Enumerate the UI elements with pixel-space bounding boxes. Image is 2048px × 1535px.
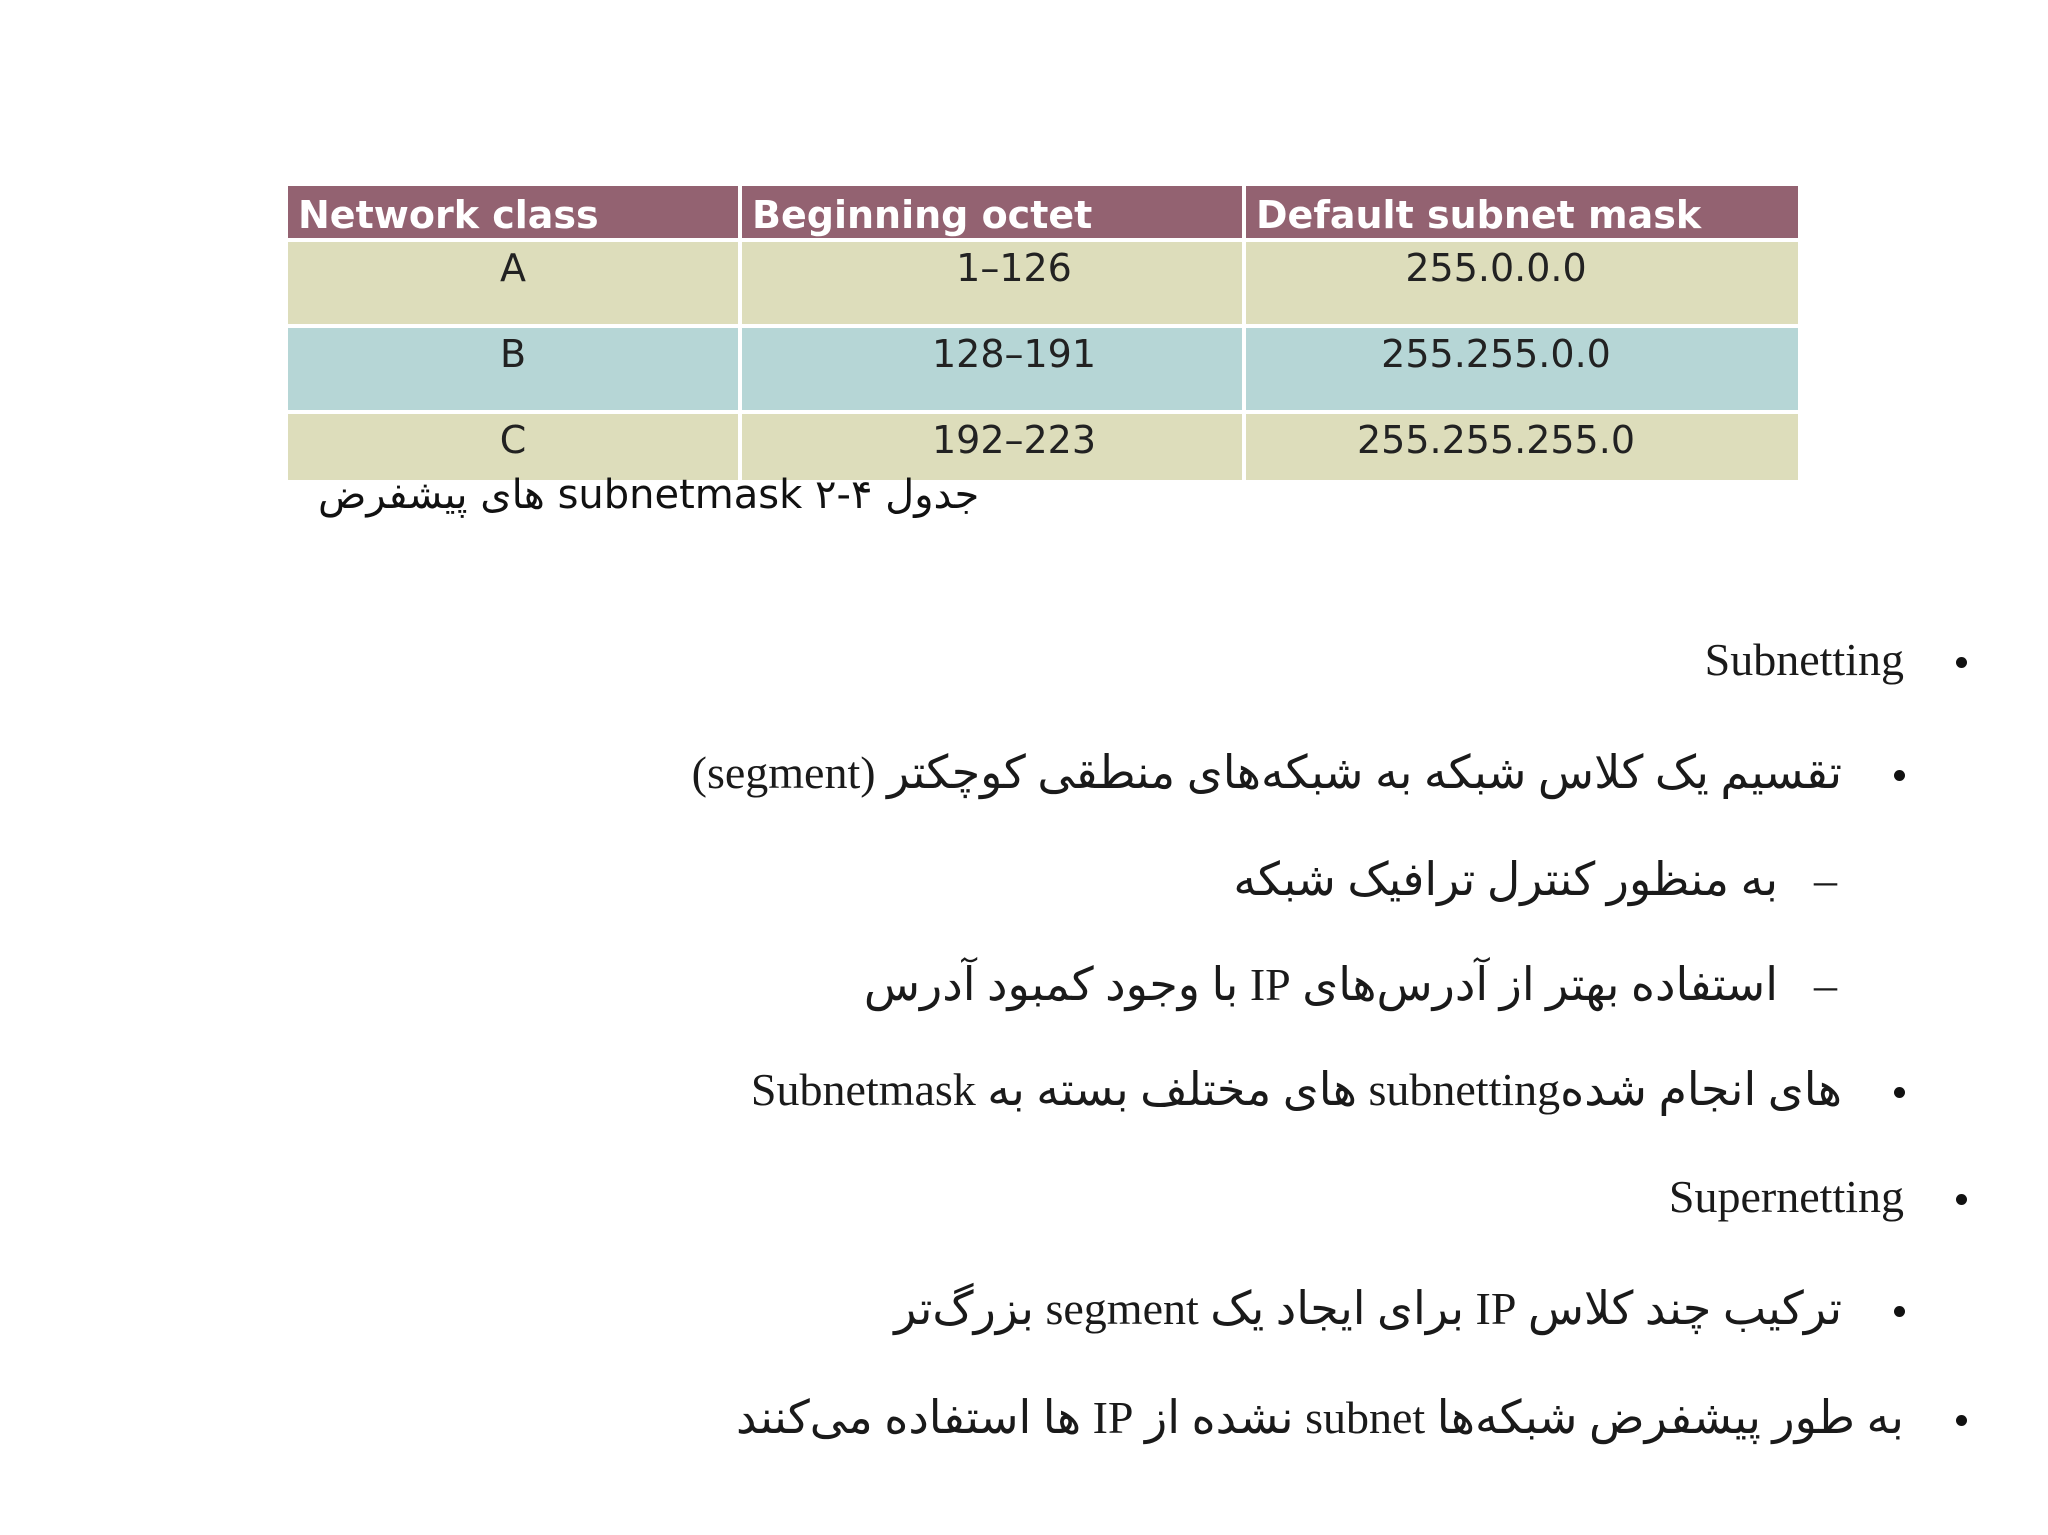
header-beginning-octet: Beginning octet (742, 186, 1242, 238)
table-row (288, 242, 1798, 324)
bullet-traffic-control: به منظور کنترل ترافیک شبکه (1233, 854, 1778, 905)
cell-class: B (288, 328, 738, 410)
header-default-subnet-mask: Default subnet mask (1246, 186, 1798, 238)
header-network-class: Network class (288, 186, 738, 238)
cell-mask: 255.255.0.0 (1246, 328, 1798, 410)
cell-octet: 128–191 (742, 328, 1242, 410)
bullet-ip-usage: استفاده بهتر از آدرس‌های IP با وجود کمبود آدرس (863, 959, 1778, 1010)
bullet-dot-icon (1956, 1194, 1967, 1205)
table-caption: جدول ۴-۲ subnetmask های پیشفرض (318, 472, 980, 518)
table-header-row (288, 186, 1798, 238)
cell-mask: 255.255.255.0 (1246, 414, 1798, 480)
bullet-subnet-divide: تقسیم یک کلاس شبکه به شبکه‌های منطقی کوچکتر (segment) (691, 747, 1842, 798)
cell-octet: 1–126 (742, 242, 1242, 324)
bullet-subnetting: Subnetting (1704, 634, 1904, 685)
cell-class: C (288, 414, 738, 480)
bullet-dot-icon (1956, 1415, 1967, 1426)
cell-mask: 255.0.0.0 (1246, 242, 1798, 324)
cell-class: A (288, 242, 738, 324)
bullet-combine-classes: ترکیب چند کلاس IP برای ایجاد یک segment بزرگ‌تر (894, 1283, 1842, 1334)
dash-icon: – (1814, 959, 1837, 1010)
bullet-dot-icon (1894, 770, 1905, 781)
bullet-dot-icon (1894, 1087, 1905, 1098)
bullet-dot-icon (1894, 1306, 1905, 1317)
table-row (288, 328, 1798, 410)
bullet-default-networks: به طور پیشفرض شبکه‌ها subnet نشده از IP ها استفاده می‌کنند (735, 1392, 1904, 1443)
subnet-mask-table (284, 182, 1802, 484)
bullet-dot-icon (1956, 657, 1967, 668)
bullet-subnetmask-variants: Subnetmask های مختلف بسته به subnettingهای انجام شده (750, 1064, 1842, 1115)
bullet-supernetting: Supernetting (1668, 1171, 1904, 1222)
cell-octet: 192–223 (742, 414, 1242, 480)
dash-icon: – (1814, 854, 1837, 905)
table-row (288, 414, 1798, 480)
